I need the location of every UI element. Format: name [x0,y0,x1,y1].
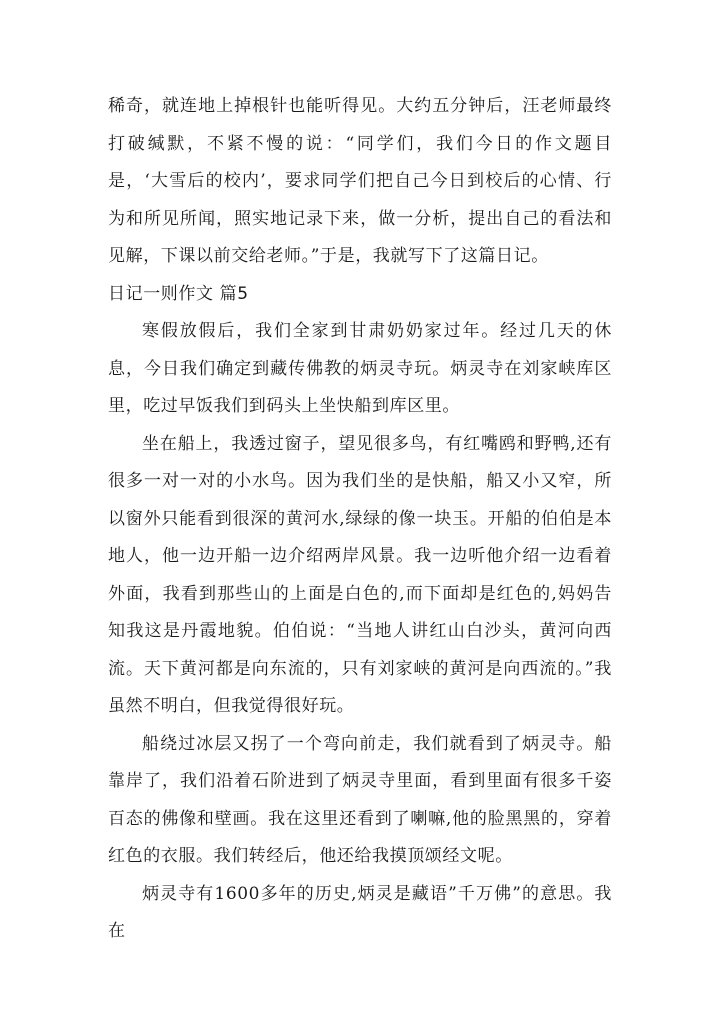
paragraph-temple-history: 炳灵寺有1600多年的历史,炳灵是藏语”千万佛”的意思。我在 [108,883,612,941]
paragraph-trip-intro: 寒假放假后，我们全家到甘肃奶奶家过年。经过几天的休息，今日我们确定到藏传佛教的炳灵寺玩。炳灵寺在刘家峡库区里，吃过早饭我们到码头上坐快船到库区里。 [108,321,612,416]
paragraph-boat-ride: 坐在船上，我透过窗子，望见很多鸟，有红嘴鸥和野鸭,还有很多一对一对的小水鸟。因为我们坐的是快船，船又小又窄，所以窗外只能看到很深的黄河水,绿绿的像一块玉。开船的伯伯是本地人，他一边开船一边介绍两岸风景。我一边听他介绍一边看着外面，我看到那些山的上面是白色的,而下面却是红色的,妈妈告知我这是丹霞地貌。伯伯说：“当地人讲红山白沙头，黄河向西流。天下黄河都是向东流的，只有刘家峡的黄河是向西流的。”我虽然不明白，但我觉得很好玩。 [108,433,612,716]
paragraph-temple-visit: 船绕过冰层又拐了一个弯向前走，我们就看到了炳灵寺。船靠岸了，我们沿着石阶进到了炳灵寺里面，看到里面有很多千姿百态的佛像和壁画。我在这里还看到了喇嘛,他的脸黑黑的，穿着红色的衣服。我们转经后，他还给我摸顶颂经文呢。 [108,733,612,866]
section-heading: 日记一则作文 篇5 [108,283,249,304]
paragraph-continuation: 稀奇，就连地上掉根针也能听得见。大约五分钟后，汪老师最终打破缄默，不紧不慢的说：“同学们，我们今日的作文题目是，‘大雪后的校内’，要求同学们把自己今日到校后的心情、行为和所见所闻，照实地记录下来，做一分析，提出自己的看法和见解，下课以前交给老师。”于是，我就写下了这篇日记。 [108,96,612,266]
document-page [108,88,612,951]
